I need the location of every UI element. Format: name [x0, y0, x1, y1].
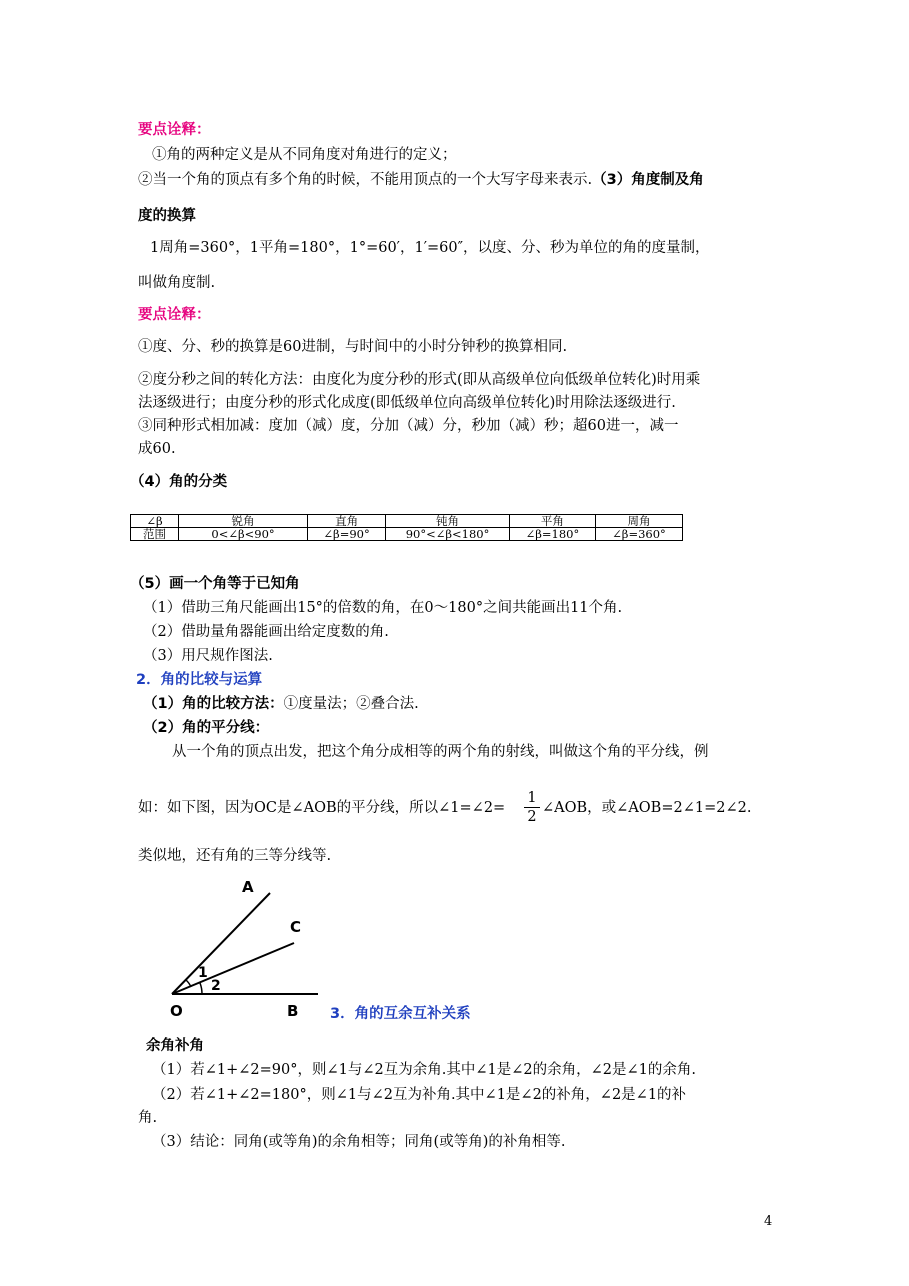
angle-classification-table [130, 514, 683, 541]
section4-title: （4）角的分类 [130, 474, 228, 490]
label-c: C [290, 918, 302, 936]
part2-item-2-line-2a: 如：如下图，因为OC是∠AOB的平分线，所以∠1=∠2= [138, 800, 506, 816]
table-cell: ∠β [131, 515, 179, 528]
table-row [131, 528, 683, 541]
note1-item-2-text: ②当一个角的顶点有多个角的时候，不能用顶点的一个大写字母来表示. [138, 172, 593, 188]
note1-item-2 [138, 170, 704, 190]
label-o: O [170, 1002, 183, 1020]
fraction-one-half [524, 789, 540, 826]
table-cell: ∠β=360° [595, 528, 682, 541]
part2-item-1-label: （1）角的比较方法： [143, 696, 284, 712]
table-cell: ∠β=180° [509, 528, 595, 541]
label-angle-1: 1 [198, 965, 208, 981]
section5-item-1: （1）借助三角尺能画出15°的倍数的角，在0～180°之间共能画出11个角. [143, 600, 623, 616]
table-cell: 平角 [509, 515, 595, 528]
part2-item-2-label: （2）角的平分线： [143, 720, 270, 736]
note1-title: 要点诠释： [138, 122, 211, 138]
page-number: 4 [764, 1214, 773, 1229]
table-cell: 90°<∠β<180° [386, 528, 510, 541]
part2-item-1 [143, 694, 419, 714]
note2-item-3b: 成60. [138, 441, 176, 457]
part2-title: 2．角的比较与运算 [136, 672, 263, 688]
note2-title: 要点诠释： [138, 307, 211, 323]
complement-supplement-title: 余角补角 [146, 1038, 204, 1054]
table-cell: 范围 [131, 528, 179, 541]
table-cell: 直角 [308, 515, 386, 528]
section3-title-a: （3）角度制及角 [592, 172, 704, 188]
section3-line-2: 叫做角度制. [138, 275, 216, 291]
part2-item-2-line-2b: ∠AOB，或∠AOB=2∠1=2∠2. [542, 800, 752, 816]
label-a: A [242, 878, 254, 896]
note2-item-2b: 法逐级进行；由度分秒的形式化成度(即低级单位向高级单位转化)时用除法逐级进行. [138, 395, 676, 411]
table-cell: 周角 [595, 515, 682, 528]
complement-item-2b: 角. [138, 1110, 158, 1126]
note2-item-3a: ③同种形式相加减：度加（减）度，分加（减）分，秒加（减）秒；超60进一，减一 [138, 418, 679, 434]
complement-item-1: （1）若∠1+∠2=90°，则∠1与∠2互为余角.其中∠1是∠2的余角，∠2是∠1的余角. [152, 1062, 696, 1078]
table-cell: 0<∠β<90° [179, 528, 308, 541]
part2-item-2-line-3: 类似地，还有角的三等分线等. [138, 848, 332, 864]
section3-title-b: 度的换算 [138, 208, 196, 224]
section3-line-1: 1周角=360°，1平角=180°，1°=60′，1′=60″，以度、分、秒为单位的角的度量制， [150, 240, 710, 256]
table-header-row [131, 515, 683, 528]
angle-bisector-figure [160, 876, 330, 1022]
ray-oa [172, 893, 270, 994]
part2-item-1-text: ①度量法；②叠合法. [283, 696, 419, 712]
label-angle-2: 2 [211, 978, 221, 994]
section5-title: （5）画一个角等于已知角 [130, 576, 300, 592]
fraction-numerator: 1 [524, 789, 540, 808]
table-cell: 锐角 [179, 515, 308, 528]
part2-item-2-line-1: 从一个角的顶点出发，把这个角分成相等的两个角的射线，叫做这个角的平分线，例 [172, 744, 709, 760]
section5-item-3: （3）用尺规作图法. [143, 648, 273, 664]
complement-item-3: （3）结论：同角(或等角)的余角相等；同角(或等角)的补角相等. [152, 1134, 566, 1150]
table-cell: 钝角 [386, 515, 510, 528]
angle-1-arc [186, 980, 191, 987]
angle-2-arc [200, 983, 202, 994]
note2-item-1: ①度、分、秒的换算是60进制，与时间中的小时分钟秒的换算相同. [138, 339, 568, 355]
fraction-denominator: 2 [527, 809, 537, 825]
note1-item-1: ①角的两种定义是从不同角度对角进行的定义； [152, 147, 457, 163]
section5-item-2: （2）借助量角器能画出给定度数的角. [143, 624, 389, 640]
table-cell: ∠β=90° [308, 528, 386, 541]
complement-item-2a: （2）若∠1+∠2=180°，则∠1与∠2互为补角.其中∠1是∠2的补角，∠2是∠1的补 [152, 1087, 687, 1103]
label-b: B [287, 1002, 299, 1020]
part3-title: 3．角的互余互补关系 [330, 1006, 471, 1022]
note2-item-2a: ②度分秒之间的转化方法：由度化为度分秒的形式(即从高级单位向低级单位转化)时用乘 [138, 372, 701, 388]
